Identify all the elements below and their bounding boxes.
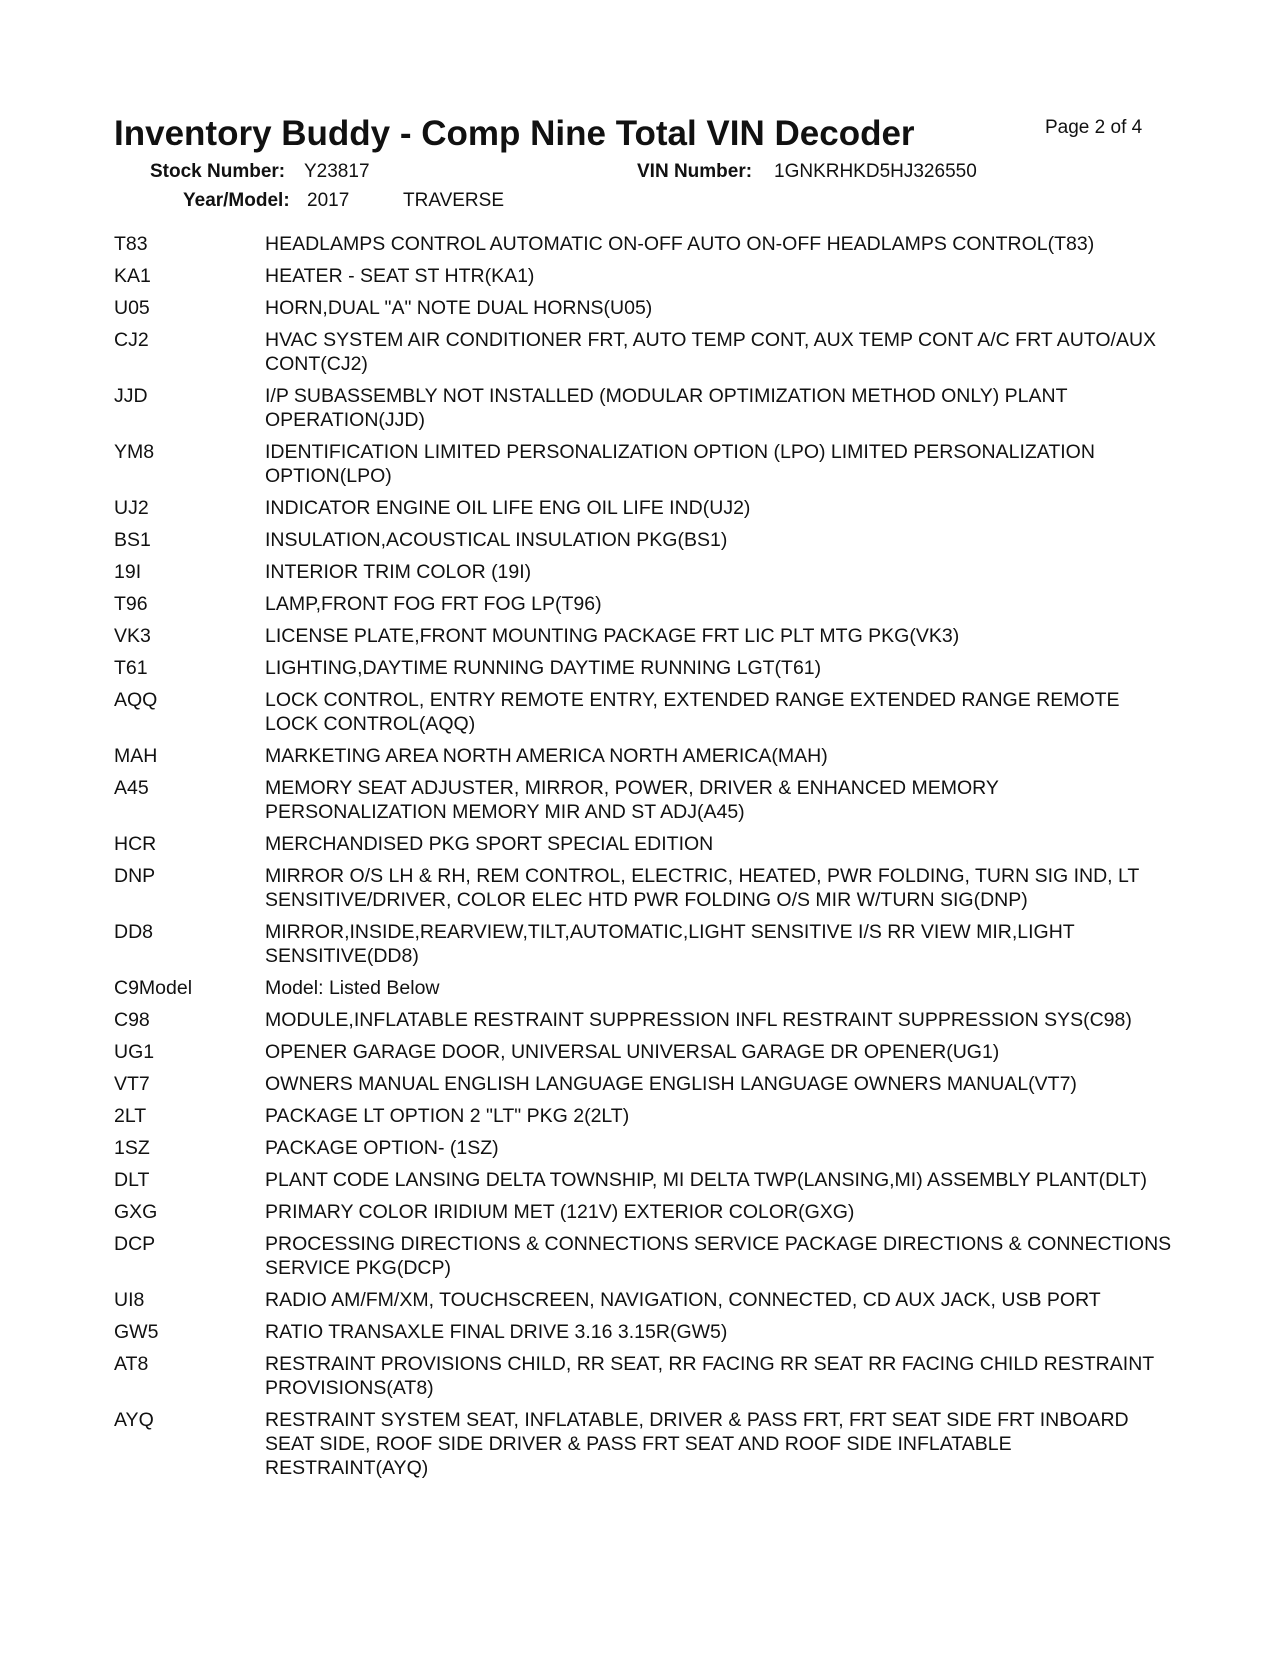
option-row bbox=[114, 656, 1174, 680]
option-code: MAH bbox=[114, 745, 158, 767]
option-description: INDICATOR ENGINE OIL LIFE ENG OIL LIFE IND(UJ2) bbox=[265, 497, 751, 519]
stock-number-value: Y23817 bbox=[304, 161, 370, 182]
option-row bbox=[114, 528, 1174, 552]
option-description: MARKETING AREA NORTH AMERICA NORTH AMERICA(MAH) bbox=[265, 745, 828, 767]
option-code: 2LT bbox=[114, 1105, 147, 1127]
option-row bbox=[114, 1104, 1174, 1128]
option-description: PACKAGE OPTION- (1SZ) bbox=[265, 1137, 499, 1159]
option-row bbox=[114, 1232, 1174, 1280]
option-code: UG1 bbox=[114, 1041, 155, 1063]
stock-number-label: Stock Number: bbox=[150, 161, 286, 182]
option-code: AT8 bbox=[114, 1353, 149, 1375]
option-description: LICENSE PLATE,FRONT MOUNTING PACKAGE FRT LIC PLT MTG PKG(VK3) bbox=[265, 625, 960, 647]
option-row bbox=[114, 496, 1174, 520]
vin-number-value: 1GNKRHKD5HJ326550 bbox=[774, 161, 977, 182]
option-code: VT7 bbox=[114, 1073, 150, 1095]
page-number: Page 2 of 4 bbox=[1045, 117, 1143, 138]
option-description: I/P SUBASSEMBLY NOT INSTALLED (MODULAR OPTIMIZATION METHOD ONLY) PLANT OPERATION(JJD) bbox=[265, 385, 1068, 431]
option-description: Model: Listed Below bbox=[265, 977, 440, 999]
option-row bbox=[114, 232, 1174, 256]
option-code: T61 bbox=[114, 657, 148, 679]
option-code: VK3 bbox=[114, 625, 151, 647]
option-code: GXG bbox=[114, 1201, 158, 1223]
vin-number-label: VIN Number: bbox=[637, 161, 753, 182]
option-code: UJ2 bbox=[114, 497, 149, 519]
option-code: DNP bbox=[114, 865, 156, 887]
option-description: MIRROR O/S LH & RH, REM CONTROL, ELECTRIC, HEATED, PWR FOLDING, TURN SIG IND, LT SENSITIVE/DRIVER, COLOR ELEC HTD PWR FOLDING O/S MIR W/TURN SIG(DNP) bbox=[265, 865, 1139, 911]
option-code: A45 bbox=[114, 777, 149, 799]
option-code: GW5 bbox=[114, 1321, 159, 1343]
option-row bbox=[114, 1320, 1174, 1344]
option-code: HCR bbox=[114, 833, 157, 855]
option-description: OWNERS MANUAL ENGLISH LANGUAGE ENGLISH LANGUAGE OWNERS MANUAL(VT7) bbox=[265, 1073, 1077, 1095]
option-code: DCP bbox=[114, 1233, 156, 1255]
option-code: BS1 bbox=[114, 529, 151, 551]
option-row bbox=[114, 976, 1174, 1000]
option-row bbox=[114, 776, 1174, 824]
option-row bbox=[114, 296, 1174, 320]
option-row bbox=[114, 328, 1174, 376]
option-row bbox=[114, 688, 1174, 736]
option-row bbox=[114, 624, 1174, 648]
option-description: HVAC SYSTEM AIR CONDITIONER FRT, AUTO TEMP CONT, AUX TEMP CONT A/C FRT AUTO/AUX CONT(CJ2) bbox=[265, 329, 1157, 375]
option-code: DLT bbox=[114, 1169, 150, 1191]
option-row bbox=[114, 384, 1174, 432]
option-description: PROCESSING DIRECTIONS & CONNECTIONS SERVICE PACKAGE DIRECTIONS & CONNECTIONS SERVICE PKG(DCP) bbox=[265, 1233, 1172, 1279]
year-model-label: Year/Model: bbox=[183, 190, 290, 211]
option-description: HORN,DUAL "A" NOTE DUAL HORNS(U05) bbox=[265, 297, 653, 319]
option-code: AYQ bbox=[114, 1409, 154, 1431]
option-row bbox=[114, 832, 1174, 856]
option-row bbox=[114, 1200, 1174, 1224]
option-description: RATIO TRANSAXLE FINAL DRIVE 3.16 3.15R(GW5) bbox=[265, 1321, 728, 1343]
option-row bbox=[114, 1040, 1174, 1064]
option-description: MERCHANDISED PKG SPORT SPECIAL EDITION bbox=[265, 833, 714, 855]
option-description: MEMORY SEAT ADJUSTER, MIRROR, POWER, DRIVER & ENHANCED MEMORY PERSONALIZATION MEMORY MIR AND ST ADJ(A45) bbox=[265, 777, 999, 823]
option-row bbox=[114, 592, 1174, 616]
option-row bbox=[114, 1072, 1174, 1096]
option-description: LAMP,FRONT FOG FRT FOG LP(T96) bbox=[265, 593, 602, 615]
document-title: Inventory Buddy - Comp Nine Total VIN Decoder bbox=[114, 114, 915, 153]
option-code: YM8 bbox=[114, 441, 155, 463]
option-description: MODULE,INFLATABLE RESTRAINT SUPPRESSION INFL RESTRAINT SUPPRESSION SYS(C98) bbox=[265, 1009, 1132, 1031]
option-row bbox=[114, 1352, 1174, 1400]
option-code: T96 bbox=[114, 593, 148, 615]
option-code: C9Model bbox=[114, 977, 193, 999]
option-description: LIGHTING,DAYTIME RUNNING DAYTIME RUNNING LGT(T61) bbox=[265, 657, 822, 679]
option-code: 1SZ bbox=[114, 1137, 150, 1159]
model-value: TRAVERSE bbox=[403, 190, 505, 211]
option-code: CJ2 bbox=[114, 329, 149, 351]
option-code: UI8 bbox=[114, 1289, 145, 1311]
option-row bbox=[114, 1408, 1174, 1480]
option-row bbox=[114, 560, 1174, 584]
option-row bbox=[114, 1136, 1174, 1160]
option-description: OPENER GARAGE DOOR, UNIVERSAL UNIVERSAL GARAGE DR OPENER(UG1) bbox=[265, 1041, 1000, 1063]
option-row bbox=[114, 1008, 1174, 1032]
option-description: HEADLAMPS CONTROL AUTOMATIC ON-OFF AUTO ON-OFF HEADLAMPS CONTROL(T83) bbox=[265, 233, 1095, 255]
option-code: 19I bbox=[114, 561, 142, 583]
option-code: DD8 bbox=[114, 921, 154, 943]
option-row bbox=[114, 864, 1174, 912]
option-description: INSULATION,ACOUSTICAL INSULATION PKG(BS1) bbox=[265, 529, 728, 551]
year-value: 2017 bbox=[307, 190, 350, 211]
option-list bbox=[114, 232, 1174, 1488]
option-description: INTERIOR TRIM COLOR (19I) bbox=[265, 561, 532, 583]
option-description: RADIO AM/FM/XM, TOUCHSCREEN, NAVIGATION, CONNECTED, CD AUX JACK, USB PORT bbox=[265, 1289, 1101, 1311]
option-description: IDENTIFICATION LIMITED PERSONALIZATION OPTION (LPO) LIMITED PERSONALIZATION OPTION(LPO) bbox=[265, 441, 1095, 487]
option-description: PACKAGE LT OPTION 2 "LT" PKG 2(2LT) bbox=[265, 1105, 630, 1127]
option-row bbox=[114, 744, 1174, 768]
option-row bbox=[114, 264, 1174, 288]
option-code: C98 bbox=[114, 1009, 150, 1031]
option-code: JJD bbox=[114, 385, 148, 407]
option-description: RESTRAINT PROVISIONS CHILD, RR SEAT, RR FACING RR SEAT RR FACING CHILD RESTRAINT PROVISIONS(AT8) bbox=[265, 1353, 1154, 1399]
option-code: AQQ bbox=[114, 689, 158, 711]
option-code: KA1 bbox=[114, 265, 151, 287]
option-row bbox=[114, 1288, 1174, 1312]
option-description: PLANT CODE LANSING DELTA TOWNSHIP, MI DELTA TWP(LANSING,MI) ASSEMBLY PLANT(DLT) bbox=[265, 1169, 1148, 1191]
option-description: LOCK CONTROL, ENTRY REMOTE ENTRY, EXTENDED RANGE EXTENDED RANGE REMOTE LOCK CONTROL(AQQ) bbox=[265, 689, 1120, 735]
option-row bbox=[114, 440, 1174, 488]
option-row bbox=[114, 920, 1174, 968]
option-row bbox=[114, 1168, 1174, 1192]
option-description: PRIMARY COLOR IRIDIUM MET (121V) EXTERIOR COLOR(GXG) bbox=[265, 1201, 855, 1223]
option-code: U05 bbox=[114, 297, 150, 319]
option-description: MIRROR,INSIDE,REARVIEW,TILT,AUTOMATIC,LIGHT SENSITIVE I/S RR VIEW MIR,LIGHT SENSITIVE(DD8) bbox=[265, 921, 1075, 967]
option-code: T83 bbox=[114, 233, 148, 255]
option-description: RESTRAINT SYSTEM SEAT, INFLATABLE, DRIVER & PASS FRT, FRT SEAT SIDE FRT INBOARD SEAT SIDE, ROOF SIDE DRIVER & PASS FRT SEAT AND ROOF SIDE INFLATABLE RESTRAINT(AYQ) bbox=[265, 1409, 1129, 1479]
option-description: HEATER - SEAT ST HTR(KA1) bbox=[265, 265, 535, 287]
